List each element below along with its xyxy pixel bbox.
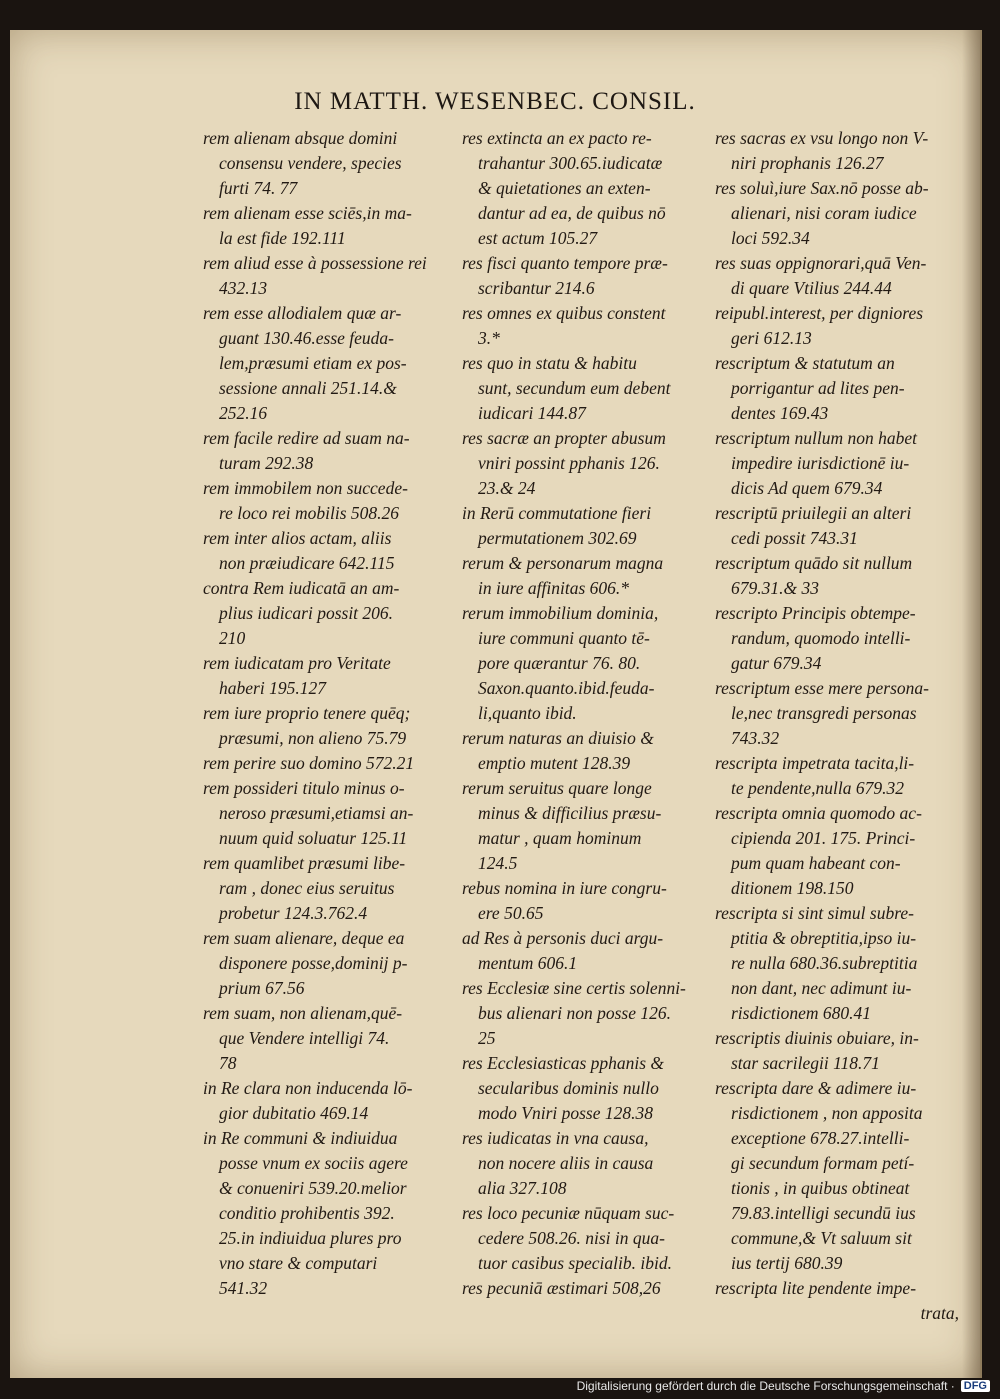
index-line: rem facile redire ad suam na- (203, 428, 410, 448)
index-line: reipubl.interest, per digniores (715, 303, 924, 323)
index-line: res soluì,iure Sax.nō posse ab- (715, 178, 929, 198)
index-line: mentum 606.1 (478, 953, 578, 973)
index-line: dantur ad ea, de quibus nō (478, 203, 666, 223)
index-line: in Rerū commutatione fieri (462, 503, 652, 523)
index-line: dentes 169.43 (731, 403, 829, 423)
index-line: sessione annali 251.14.& (219, 378, 397, 398)
index-line: res quo in statu & habitu (462, 353, 637, 373)
index-line: consensu vendere, species (219, 153, 402, 173)
index-line: res Ecclesiæ sine certis solenni- (462, 978, 686, 998)
index-line: rem inter alios actam, aliis (203, 528, 392, 548)
digitization-footer (577, 1376, 990, 1396)
index-line: rescriptum & statutum an (715, 353, 895, 373)
index-line: trahantur 300.65.iudicatæ (478, 153, 663, 173)
index-line: rescriptis diuinis obuiare, in- (715, 1028, 919, 1048)
index-line: cedere 508.26. nisi in qua- (478, 1228, 665, 1248)
index-line: 252.16 (219, 403, 268, 423)
index-line: commune,& Vt saluum sit (731, 1228, 912, 1248)
index-line: li,quanto ibid. (478, 703, 577, 723)
index-line: star sacrilegii 118.71 (731, 1053, 880, 1073)
index-line: 743.32 (731, 728, 780, 748)
index-line: rescriptum nullum non habet (715, 428, 918, 448)
index-line: cipienda 201. 175. Princi- (731, 828, 916, 848)
index-line: furti 74. 77 (219, 178, 298, 198)
index-line: ius tertij 680.39 (731, 1253, 843, 1273)
index-line: que Vendere intelligi 74. (219, 1028, 390, 1048)
index-line: rem iure proprio tenere quēq; (203, 703, 411, 723)
index-line: emptio mutent 128.39 (478, 753, 631, 773)
index-line: gior dubitatio 469.14 (219, 1103, 369, 1123)
index-line: vniri possint pphanis 126. (478, 453, 660, 473)
index-line: rebus nomina in iure congru- (462, 878, 667, 898)
index-line: di quare Vtilius 244.44 (731, 278, 892, 298)
index-line: non præiudicare 642.115 (219, 553, 395, 573)
index-column-2 (462, 126, 714, 1301)
index-line: 79.83.intelligi secundū ius (731, 1203, 916, 1223)
index-line: conditio prohibentis 392. (219, 1203, 395, 1223)
index-line: rescripta dare & adimere iu- (715, 1078, 917, 1098)
index-line: re loco rei mobilis 508.26 (219, 503, 400, 523)
index-line: rescripto Principis obtempe- (715, 603, 916, 623)
index-line: in Re clara non inducenda lō- (203, 1078, 413, 1098)
index-line: rerum seruitus quare longe (462, 778, 652, 798)
index-line: 210 (219, 628, 246, 648)
index-line: bus alienari non posse 126. (478, 1003, 671, 1023)
index-line: porrigantur ad lites pen- (731, 378, 905, 398)
index-line: 25 (478, 1028, 496, 1048)
index-line: rem suam alienare, deque ea (203, 928, 405, 948)
catchword: trata, (920, 1303, 959, 1323)
index-line: 78 (219, 1053, 237, 1073)
index-line: minus & difficilius præsu- (478, 803, 662, 823)
index-line: rerum naturas an diuisio & (462, 728, 654, 748)
index-line: ptitia & obreptitia,ipso iu- (731, 928, 917, 948)
index-line: disponere posse,dominij p- (219, 953, 408, 973)
index-line: turam 292.38 (219, 453, 314, 473)
index-line: matur , quam hominum (478, 828, 642, 848)
index-line: le,nec transgredi personas (731, 703, 917, 723)
index-line: haberi 195.127 (219, 678, 326, 698)
index-line: loci 592.34 (731, 228, 810, 248)
index-line: in iure affinitas 606.* (478, 578, 630, 598)
index-line: posse vnum ex sociis agere (219, 1153, 408, 1173)
index-line: rescriptum quādo sit nullum (715, 553, 913, 573)
index-line: la est fide 192.111 (219, 228, 346, 248)
index-line: rem aliud esse à possessione rei (203, 253, 427, 273)
index-line: prium 67.56 (219, 978, 305, 998)
index-line: plius iudicari possit 206. (219, 603, 394, 623)
index-line: risdictionem , non apposita (731, 1103, 923, 1123)
index-line: rerum immobilium dominia, (462, 603, 659, 623)
index-line: est actum 105.27 (478, 228, 598, 248)
catchword-container (715, 1301, 967, 1326)
index-line: rescripta impetrata tacita,li- (715, 753, 915, 773)
index-line: rem immobilem non succede- (203, 478, 408, 498)
index-line: probetur 124.3.762.4 (219, 903, 368, 923)
index-line: res omnes ex quibus constent (462, 303, 666, 323)
index-line: guant 130.46.esse feuda- (219, 328, 394, 348)
index-line: vno stare & computari (219, 1253, 378, 1273)
index-line: iure communi quanto tē- (478, 628, 650, 648)
index-line: rem quamlibet præsumi libe- (203, 853, 406, 873)
index-line: contra Rem iudicatā an am- (203, 578, 400, 598)
index-line: res loco pecuniæ nūquam suc- (462, 1203, 675, 1223)
index-line: res suas oppignorari,quā Ven- (715, 253, 927, 273)
index-line: pum quam habeant con- (731, 853, 901, 873)
index-line: pore quærantur 76. 80. (478, 653, 641, 673)
index-line: risdictionem 680.41 (731, 1003, 871, 1023)
book-page (10, 30, 982, 1378)
index-line: 3.* (478, 328, 500, 348)
index-line: sunt, secundum eum debent (478, 378, 671, 398)
index-line: rem suam, non alienam,quē- (203, 1003, 403, 1023)
index-line: dicis Ad quem 679.34 (731, 478, 883, 498)
index-line: res Ecclesiasticas pphanis & (462, 1053, 665, 1073)
index-line: rerum & personarum magna (462, 553, 664, 573)
index-line: præsumi, non alieno 75.79 (219, 728, 407, 748)
index-line: rescripta omnia quomodo ac- (715, 803, 922, 823)
funding-notice: Digitalisierung gefördert durch die Deutsche Forschungsgemeinschaft · (576, 1379, 955, 1393)
index-line: res pecuniā æstimari 508,26 (462, 1278, 661, 1298)
index-line: rem perire suo domino 572.21 (203, 753, 415, 773)
index-line: res sacræ an propter abusum (462, 428, 666, 448)
index-line: gi secundum formam petí- (731, 1153, 915, 1173)
index-line: lem,præsumi etiam ex pos- (219, 353, 407, 373)
index-line: ad Res à personis duci argu- (462, 928, 664, 948)
index-line: res fisci quanto tempore præ- (462, 253, 668, 273)
index-line: geri 612.13 (731, 328, 812, 348)
index-line: niri prophanis 126.27 (731, 153, 884, 173)
index-line: res sacras ex vsu longo non V- (715, 128, 929, 148)
index-line: rescripta si sint simul subre- (715, 903, 914, 923)
dfg-logo: DFG (961, 1380, 990, 1392)
index-line: & conueniri 539.20.melior (219, 1178, 407, 1198)
index-line: Saxon.quanto.ibid.feuda- (478, 678, 655, 698)
index-line: 541.32 (219, 1278, 268, 1298)
index-line: non dant, nec adimunt iu- (731, 978, 912, 998)
index-column-1 (203, 126, 455, 1301)
index-line: scribantur 214.6 (478, 278, 595, 298)
index-line: exceptione 678.27.intelli- (731, 1128, 910, 1148)
index-line: alienari, nisi coram iudice (731, 203, 917, 223)
index-line: rescriptum esse mere persona- (715, 678, 930, 698)
index-line: 679.31.& 33 (731, 578, 819, 598)
index-line: res extincta an ex pacto re- (462, 128, 652, 148)
index-line: 124.5 (478, 853, 518, 873)
index-line: secularibus dominis nullo (478, 1078, 659, 1098)
index-line: rem possideri titulo minus o- (203, 778, 405, 798)
index-line: rem alienam absque domini (203, 128, 398, 148)
index-line: non nocere aliis in causa (478, 1153, 654, 1173)
index-line: ditionem 198.150 (731, 878, 854, 898)
index-line: impedire iurisdictionē iu- (731, 453, 910, 473)
index-line: 25.in indiuidua plures pro (219, 1228, 402, 1248)
index-line: cedi possit 743.31 (731, 528, 858, 548)
index-line: gatur 679.34 (731, 653, 822, 673)
index-line: re nulla 680.36.subreptitia (731, 953, 918, 973)
index-line: rescriptū priuilegii an alteri (715, 503, 912, 523)
index-line: rem esse allodialem quæ ar- (203, 303, 402, 323)
index-line: in Re communi & indiuidua (203, 1128, 398, 1148)
index-line: 432.13 (219, 278, 268, 298)
index-line: 23.& 24 (478, 478, 536, 498)
index-line: tionis , in quibus obtineat (731, 1178, 910, 1198)
index-line: tuor casibus specialib. ibid. (478, 1253, 672, 1273)
index-line: rem alienam esse sciēs,in ma- (203, 203, 412, 223)
index-line: modo Vniri posse 128.38 (478, 1103, 653, 1123)
index-line: iudicari 144.87 (478, 403, 586, 423)
index-line: rescripta lite pendente impe- (715, 1278, 917, 1298)
index-line: rem iudicatam pro Veritate (203, 653, 391, 673)
index-line: nuum quid soluatur 125.11 (219, 828, 408, 848)
index-line: te pendente,nulla 679.32 (731, 778, 905, 798)
index-line: & quietationes an exten- (478, 178, 651, 198)
index-line: alia 327.108 (478, 1178, 567, 1198)
index-column-3 (715, 126, 967, 1301)
index-line: ere 50.65 (478, 903, 544, 923)
index-line: res iudicatas in vna causa, (462, 1128, 649, 1148)
index-line: neroso præsumi,etiamsi an- (219, 803, 414, 823)
index-line: randum, quomodo intelli- (731, 628, 911, 648)
running-title: IN MATTH. WESENBEC. CONSIL. (294, 88, 696, 115)
index-line: permutationem 302.69 (478, 528, 637, 548)
index-line: ram , donec eius seruitus (219, 878, 395, 898)
